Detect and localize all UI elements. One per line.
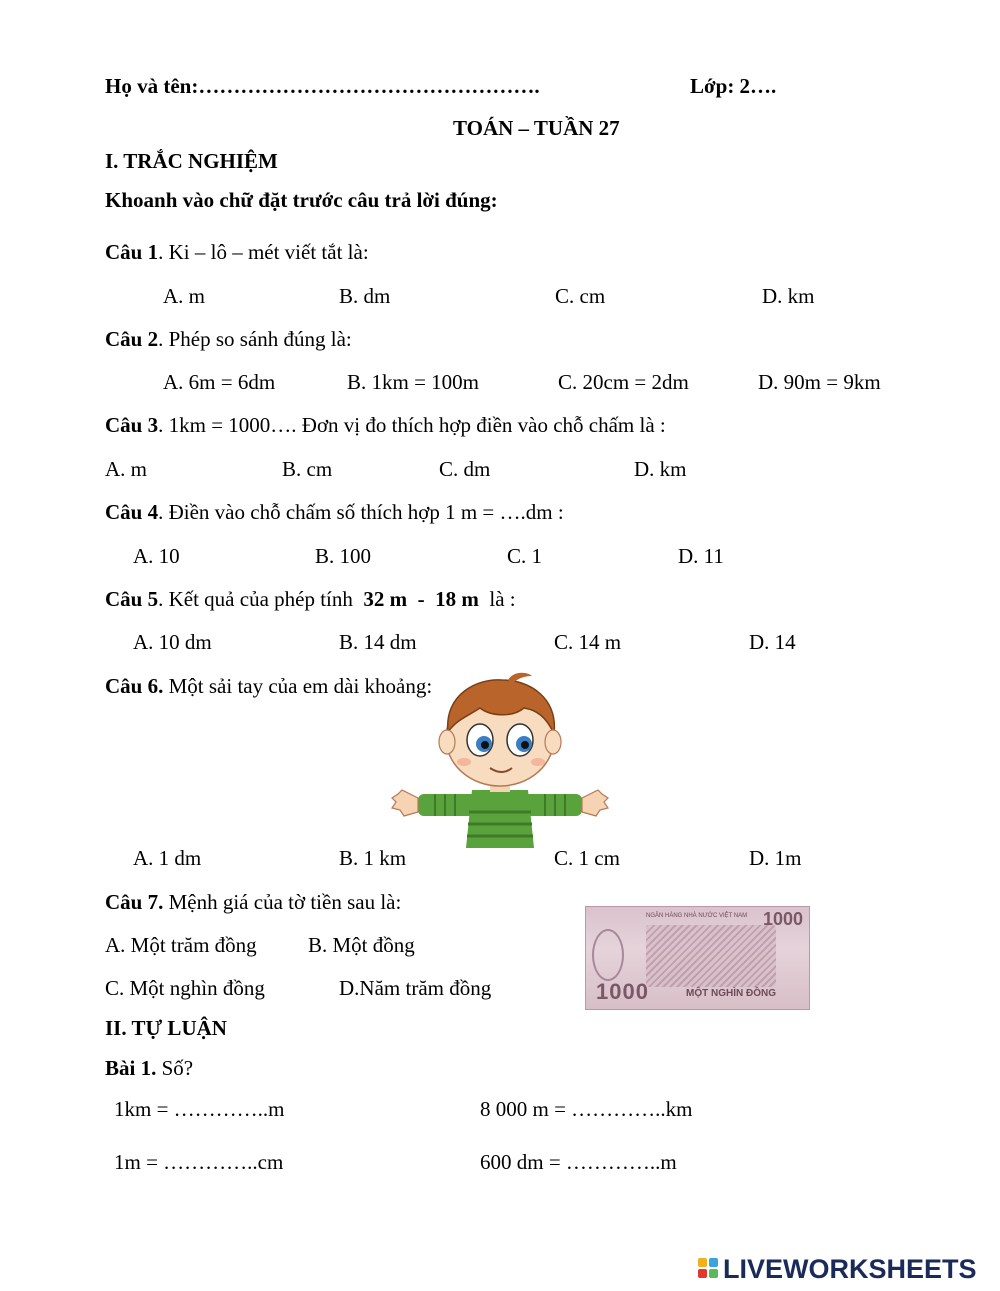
option-5a[interactable]: A. 10 dm (133, 630, 212, 654)
question-2 (105, 327, 352, 352)
question-label: Câu 4 (105, 500, 159, 524)
logo-text: LIVEWORKSHEETS (723, 1254, 977, 1284)
option-6b[interactable]: B. 1 km (339, 846, 407, 870)
question-1 (105, 240, 369, 265)
option-4d[interactable]: D. 11 (678, 544, 724, 568)
banknote-value-bottom: 1000 (596, 979, 649, 1004)
option-2b[interactable]: B. 1km = 100m (347, 370, 480, 394)
option-5b[interactable]: B. 14 dm (339, 630, 417, 654)
fill-item-km-to-m[interactable]: 1km = …………..m (114, 1097, 285, 1121)
fill-item-dm-to-m[interactable]: 600 dm = …………..m (480, 1150, 677, 1174)
option-1b[interactable]: B. dm (339, 284, 391, 308)
question-6 (105, 674, 432, 699)
logo-tile-icon (709, 1258, 718, 1267)
question-label: Câu 1 (105, 240, 159, 264)
option-5c[interactable]: C. 14 m (554, 630, 622, 654)
option-1a[interactable]: A. m (163, 284, 205, 308)
option-2a[interactable]: A. 6m = 6dm (163, 370, 276, 394)
option-2d[interactable]: D. 90m = 9km (758, 370, 881, 394)
page-title: TOÁN – TUẦN 27 (453, 116, 620, 140)
fill-item-m-to-km[interactable]: 8 000 m = …………..km (480, 1097, 693, 1121)
option-3c[interactable]: C. dm (439, 457, 491, 481)
name-field-label: Họ và tên:…………………………………………. (105, 74, 540, 98)
option-1d[interactable]: D. km (762, 284, 815, 308)
exercise-1 (105, 1056, 193, 1081)
exercise-label: Bài 1. (105, 1056, 157, 1080)
boy-shirt (466, 790, 534, 848)
boy-arms-outstretched-illustration (390, 672, 610, 848)
option-7d[interactable]: D.Năm trăm đồng (339, 976, 492, 1000)
question-label: Câu 7. (105, 890, 164, 914)
option-6d[interactable]: D. 1m (749, 846, 802, 870)
question-7 (105, 890, 401, 915)
fill-item-m-to-cm[interactable]: 1m = …………..cm (114, 1150, 284, 1174)
banknote-1000-dong-image (585, 906, 810, 1010)
option-7a[interactable]: A. Một trăm đồng (105, 933, 257, 957)
question-label: Câu 5 (105, 587, 159, 611)
option-3d[interactable]: D. km (634, 457, 687, 481)
option-3a[interactable]: A. m (105, 457, 147, 481)
option-7b[interactable]: B. Một đồng (308, 933, 415, 957)
exercise-text: Số? (156, 1056, 194, 1080)
option-2c[interactable]: C. 20cm = 2dm (558, 370, 689, 394)
section-1-heading: I. TRẮC NGHIỆM (105, 149, 278, 173)
option-4b[interactable]: B. 100 (315, 544, 372, 568)
logo-tile-icon (709, 1269, 718, 1278)
question-text: Một sải tay của em dài khoảng: (163, 674, 433, 698)
option-4c[interactable]: C. 1 (507, 544, 543, 568)
question-text: . 1km = 1000…. Đơn vị đo thích hợp điền vào chỗ chấm là : (158, 413, 666, 437)
question-expression: 32 m - 18 m (363, 587, 479, 611)
question-5 (105, 587, 516, 612)
banknote-watermark (592, 929, 624, 981)
option-5d[interactable]: D. 14 (749, 630, 796, 654)
section-2-heading: II. TỰ LUẬN (105, 1016, 227, 1040)
question-text-end: là : (478, 587, 516, 611)
banknote-value-words: MỘT NGHÌN ĐỒNG (686, 988, 776, 999)
question-text: . Kết quả của phép tính (158, 587, 364, 611)
option-3b[interactable]: B. cm (282, 457, 333, 481)
question-label: Câu 2 (105, 327, 159, 351)
question-text: Mệnh giá của tờ tiền sau là: (163, 890, 402, 914)
question-4 (105, 500, 564, 525)
class-field-label: Lớp: 2…. (690, 74, 777, 98)
option-1c[interactable]: C. cm (555, 284, 606, 308)
option-7c[interactable]: C. Một nghìn đồng (105, 976, 265, 1000)
option-6a[interactable]: A. 1 dm (133, 846, 202, 870)
banknote-issuer: NGÂN HÀNG NHÀ NƯỚC VIỆT NAM (646, 913, 748, 919)
option-4a[interactable]: A. 10 (133, 544, 180, 568)
banknote-value-top: 1000 (762, 909, 803, 929)
question-label: Câu 3 (105, 413, 159, 437)
question-label: Câu 6. (105, 674, 164, 698)
question-text: . Phép so sánh đúng là: (158, 327, 352, 351)
option-6c[interactable]: C. 1 cm (554, 846, 620, 870)
question-text: . Ki – lô – mét viết tắt là: (158, 240, 369, 264)
banknote-elephant-scene (646, 925, 776, 987)
logo-tile-icon (698, 1258, 707, 1267)
logo-tile-icon (698, 1269, 707, 1278)
instruction: Khoanh vào chữ đặt trước câu trả lời đúng: (105, 188, 498, 212)
question-3 (105, 413, 666, 438)
question-text: . Điền vào chỗ chấm số thích hợp 1 m = ….dm : (158, 500, 564, 524)
